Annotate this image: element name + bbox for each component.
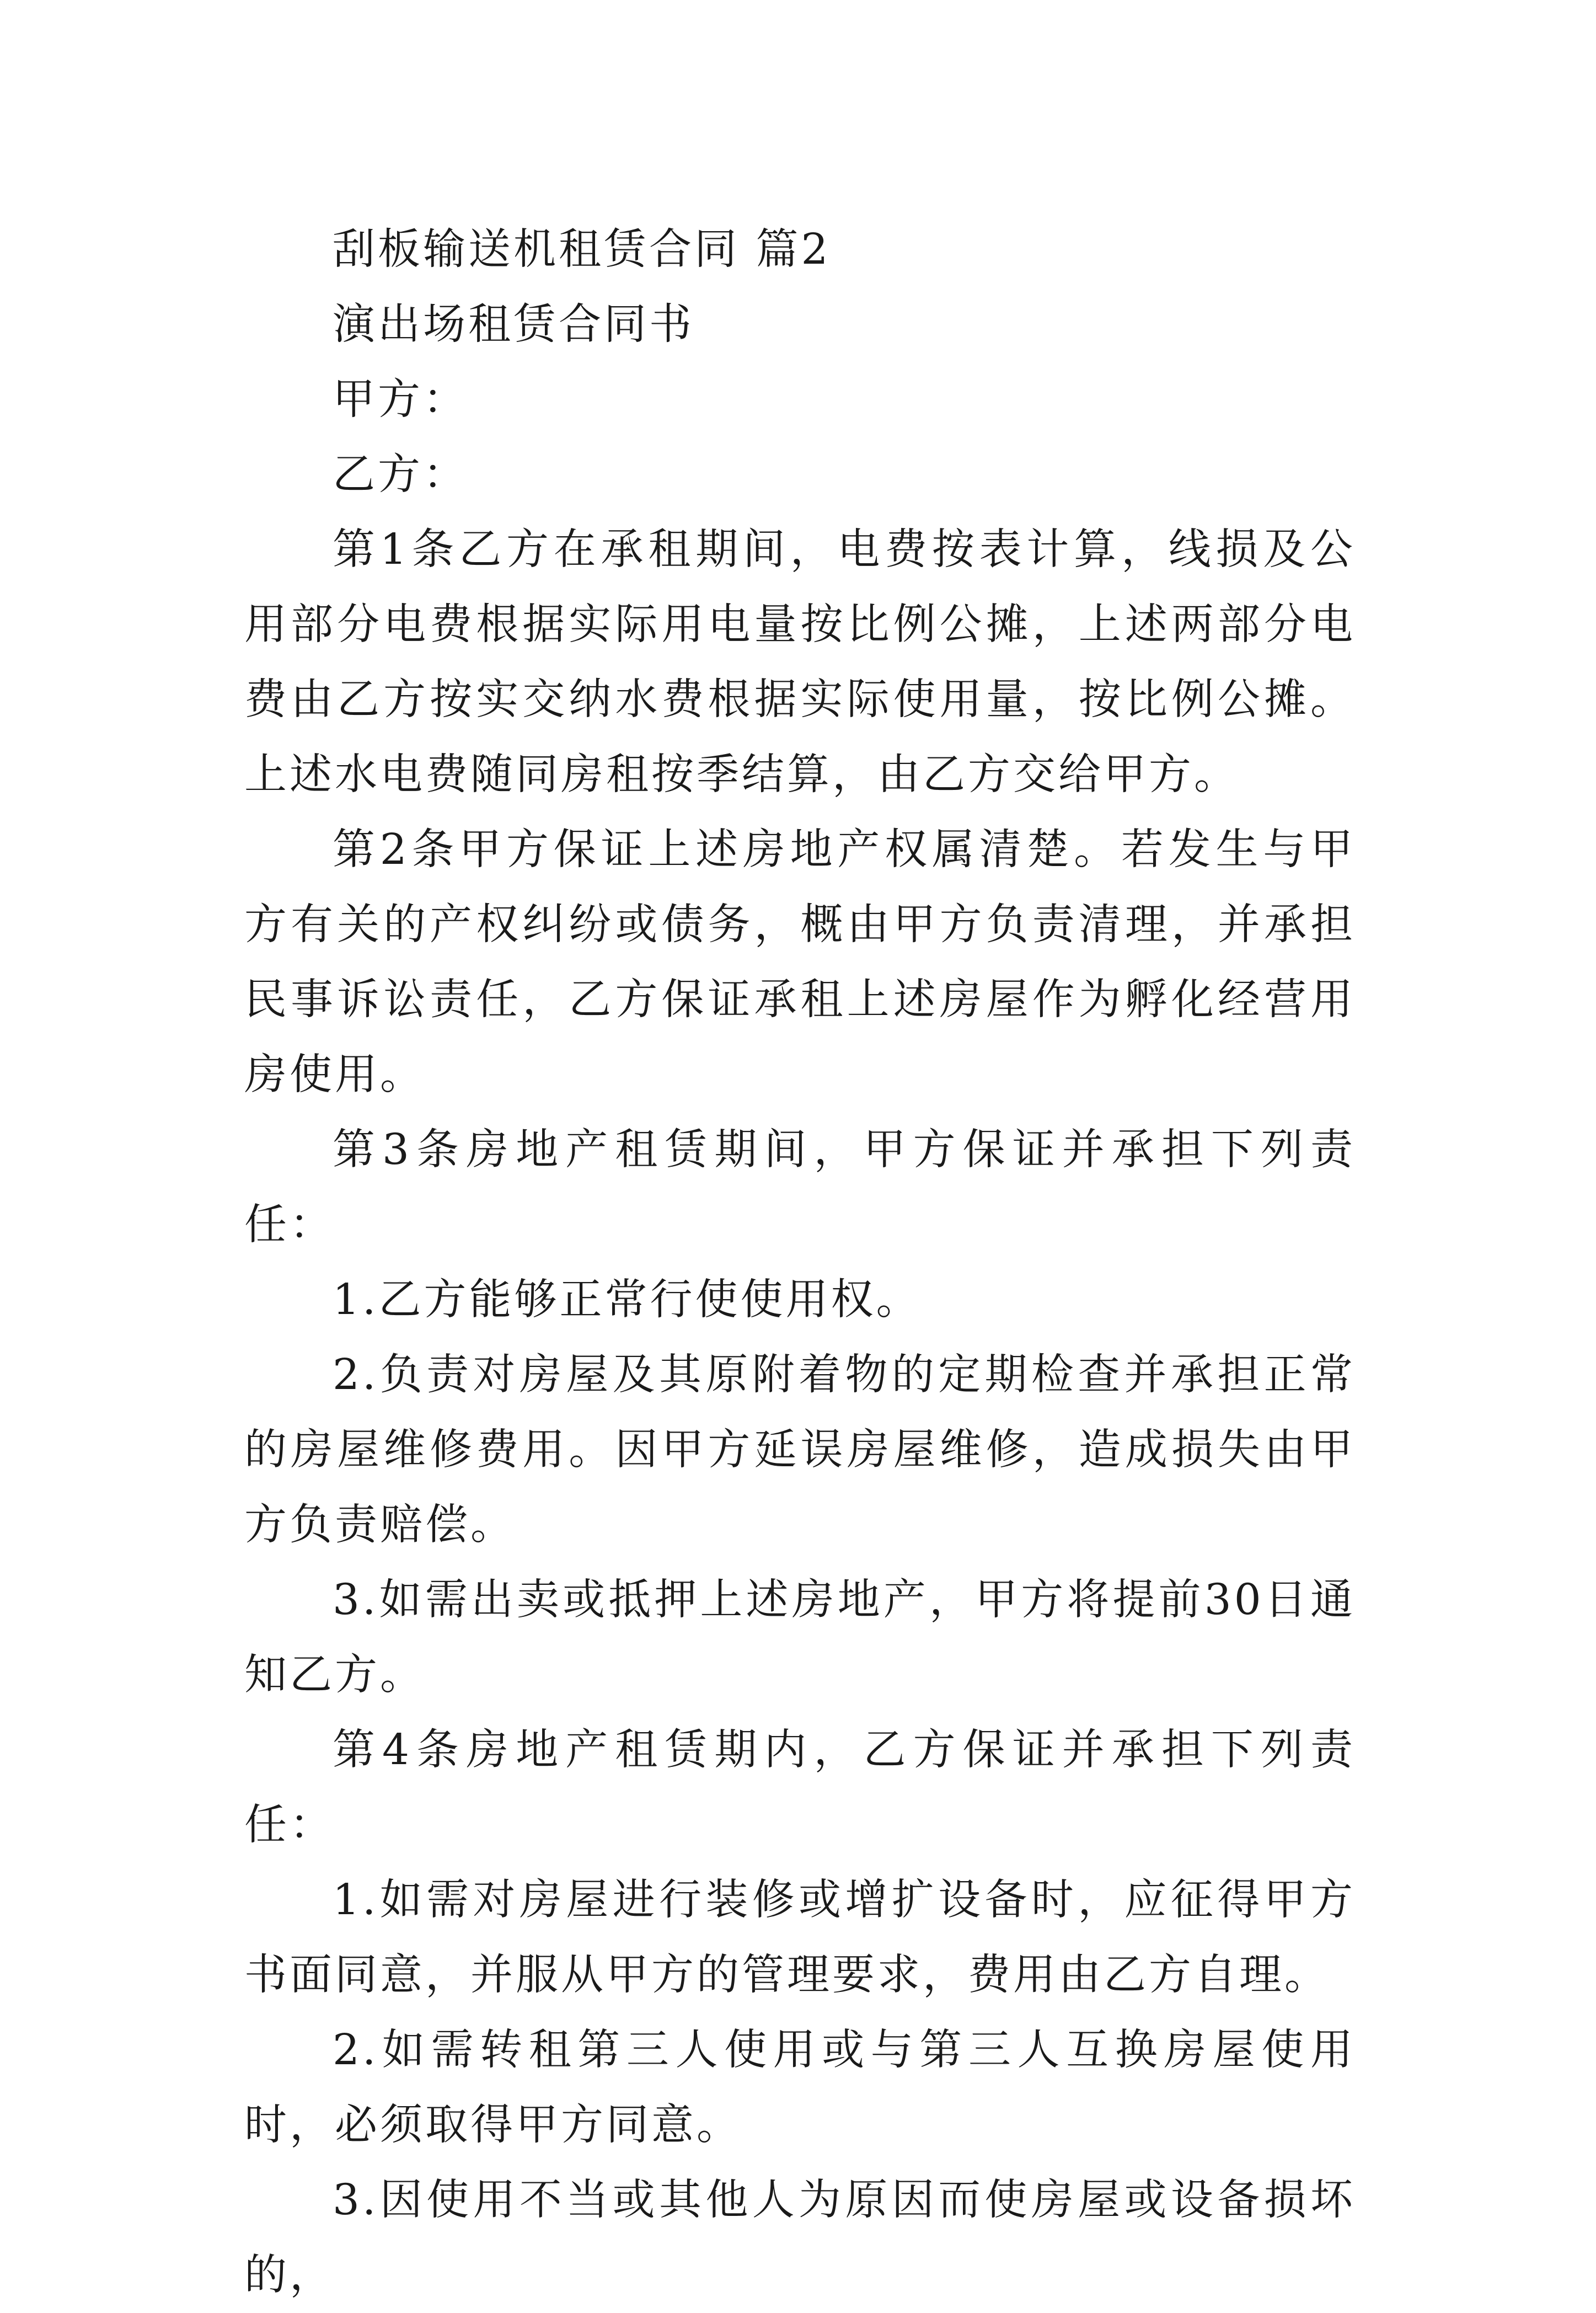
article-3: 第3条房地产租赁期间，甲方保证并承担下列责任：: [244, 1125, 1356, 1249]
article-4-item-3: 3.因使用不当或其他人为原因而使房屋或设备损坏的，: [244, 2176, 1356, 2300]
document-heading: 刮板输送机租赁合同 篇2: [333, 225, 831, 274]
article-3-item-3: 3.如需出卖或抵押上述房地产，甲方将提前30日通知乙方。: [244, 1575, 1356, 1700]
article-3-item-1: 1.乙方能够正常行使使用权。: [333, 1275, 922, 1324]
article-4-item-2: 2.如需转租第三人使用或与第三人互换房屋使用时，必须取得甲方同意。: [244, 2026, 1356, 2150]
article-2: 第2条甲方保证上述房地产权属清楚。若发生与甲方有关的产权纠纷或债务，概由甲方负责清理，并承担民事诉讼责任，乙方保证承租上述房屋作为孵化经营用房使用。: [244, 825, 1356, 1099]
article-4: 第4条房地产租赁期内，乙方保证并承担下列责任：: [244, 1726, 1356, 1850]
party-a-label: 甲方：: [333, 375, 468, 424]
party-b-label: 乙方：: [333, 450, 468, 499]
article-3-item-2: 2.负责对房屋及其原附着物的定期检查并承担正常的房屋维修费用。因甲方延误房屋维修，造成损失由甲方负责赔偿。: [244, 1350, 1356, 1550]
contract-title: 演出场租赁合同书: [333, 300, 694, 349]
article-4-item-1: 1.如需对房屋进行装修或增扩设备时，应征得甲方书面同意，并服从甲方的管理要求，费用由乙方自理。: [244, 1876, 1356, 2000]
article-1: 第1条乙方在承租期间，电费按表计算，线损及公用部分电费根据实际用电量按比例公摊，上述两部分电费由乙方按实交纳水费根据实际使用量，按比例公摊。上述水电费随同房租按季结算，由乙方交给甲方。: [244, 525, 1356, 799]
document-body: [244, 212, 1356, 2313]
